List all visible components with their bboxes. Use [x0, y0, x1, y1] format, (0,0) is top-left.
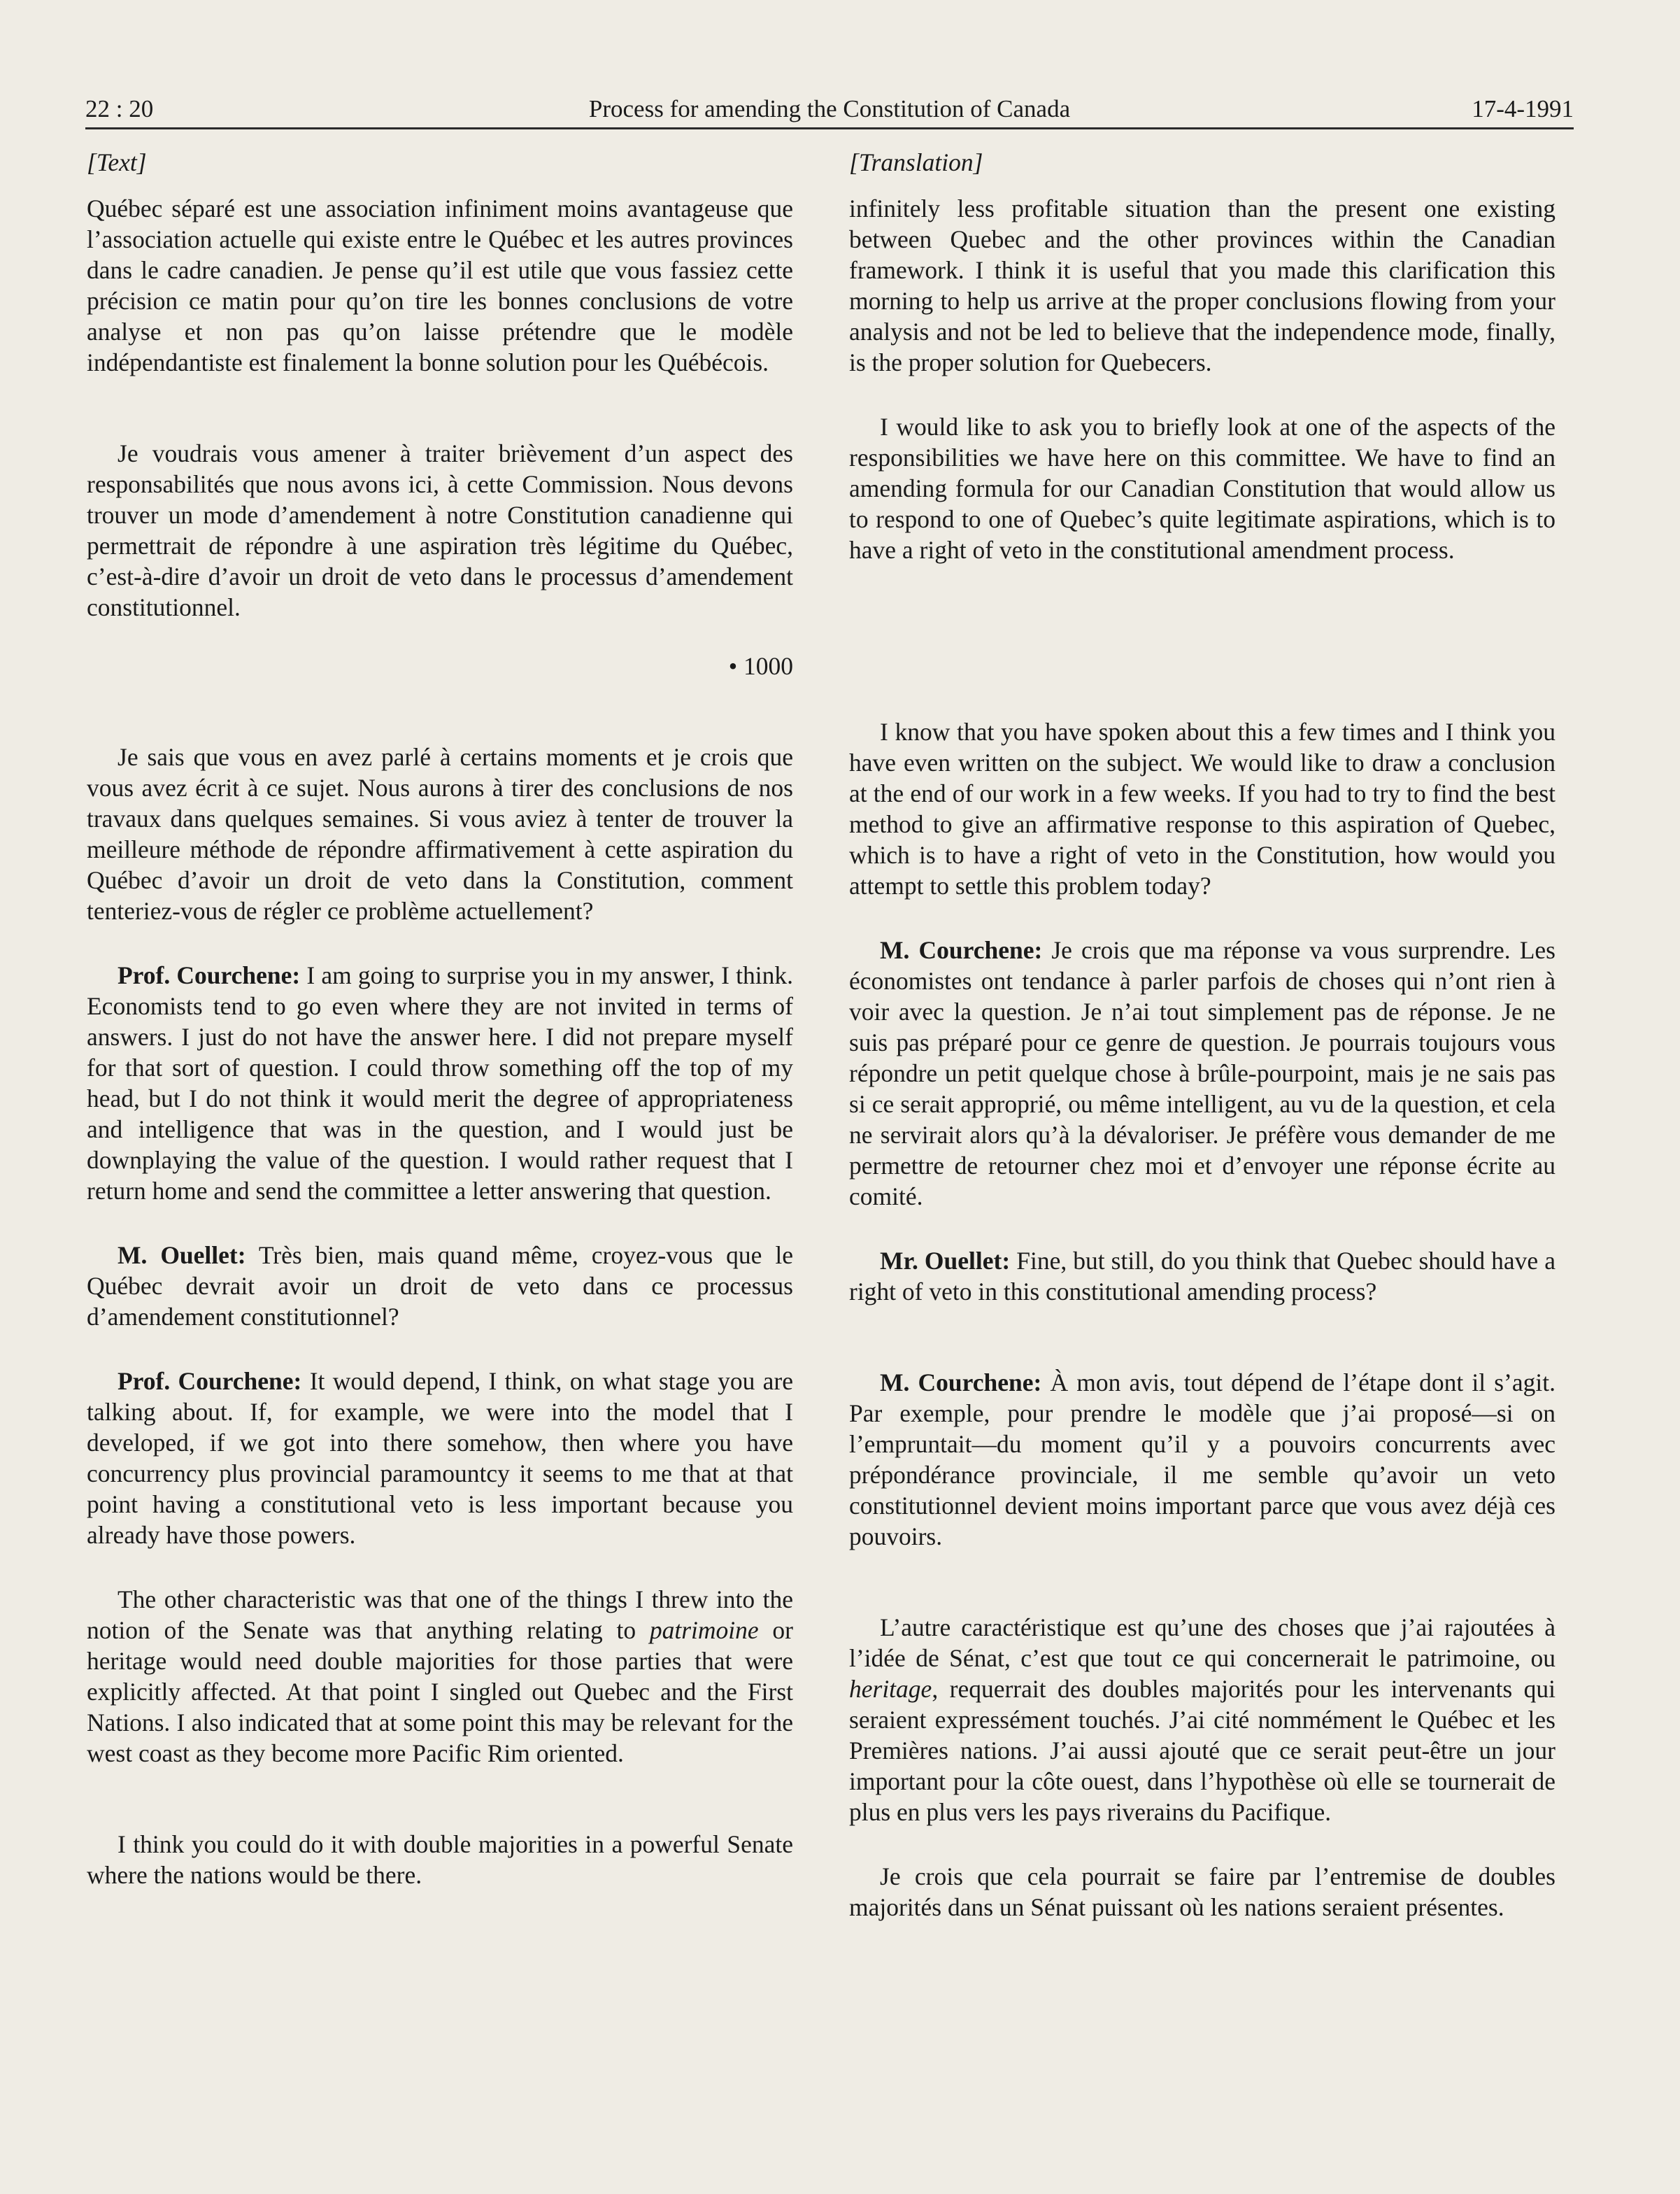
- speaker-name: M. Ouellet:: [118, 1241, 246, 1269]
- paragraph: Prof. Courchene: I am going to surprise you in my answer, I think. Economists tend to go even where they are not invited in terms of answers. I just do not have the answer here. I did not prepare myself for that sort of question. I could throw something off the top of my head, but I do not think it would merit the degree of appropriateness and intelligence that was in the question, and I would just be downplaying the value of the question. I would rather request that I return home and send the committee a letter answering that question.: [87, 961, 794, 1205]
- speaker-name: Prof. Courchene:: [118, 1367, 302, 1395]
- left-column-original: [87, 147, 793, 2106]
- paragraph: infinitely less profitable situation than the present one existing between Quebec and the other provinces within the Canadian framework. I think it is useful that you made this clarification this morning to help us arrive at the proper conclusions flowing from your analysis and not be led to believe that the independence mode, finally, is the proper solution for Quebecers.: [849, 194, 1556, 376]
- paragraph: Je crois que cela pourrait se faire par l’entremise de doubles majorités dans un Sénat puissant où les nations seraient présentes.: [849, 1862, 1556, 1921]
- document-title: Process for amending the Constitution of Canada: [588, 95, 1071, 122]
- italic-term: heritage: [849, 1675, 932, 1703]
- paragraph: M. Ouellet: Très bien, mais quand même, croyez-vous que le Québec devrait avoir un droit de veto dans ce processus d’amendement constitutionnel?: [87, 1241, 793, 1331]
- column-tag: [Translation]: [849, 148, 983, 176]
- speaker-name: Prof. Courchene:: [118, 961, 301, 989]
- paragraph: Je sais que vous en avez parlé à certains moments et je crois que vous avez écrit à ce sujet. Nous aurons à tirer des conclusions de nos travaux dans quelques semaines. Si vous aviez à tenter de trouver la meilleure méthode de répondre affirmativement à cette aspiration du Québec d’avoir un droit de veto dans la Constitution, comment tenteriez-vous de régler ce problème actuellement?: [87, 743, 793, 925]
- paragraph: M. Courchene: Je crois que ma réponse va vous surprendre. Les économistes ont tendance à parler parfois de choses qui n’ont rien à voir avec la question. Je n’ai tout simplement pas de réponse. Je ne suis pas préparé pour ce genre de question. Je pourrais toujours vous répondre un petit quelque chose à brûle-pourpoint, mais je ne sais pas si ce serait approprié, ou même intelligent, au vu de la question, et cela ne servirait alors qu’à la dévaloriser. Je préfère vous demander de me permettre de retourner chez moi et d’envoyer une réponse écrite au comité.: [849, 936, 1556, 1210]
- speaker-name: Mr. Ouellet:: [880, 1247, 1011, 1275]
- italic-term: patrimoine: [649, 1616, 759, 1644]
- paragraph: Je voudrais vous amener à traiter brièvement d’un aspect des responsabilités que nous avons ici, à cette Commission. Nous devons trouver un mode d’amendement à notre Constitution canadienne qui permettrait de répondre à une aspiration très légitime du Québec, c’est-à-dire d’avoir un droit de veto dans le processus d’amendement constitutionnel.: [87, 439, 793, 621]
- paragraph: I would like to ask you to briefly look at one of the aspects of the responsibilities we have here on this committee. We have to find an amending formula for our Canadian Constitution that would allow us to respond to one of Quebec’s quite legitimate aspirations, which is to have a right of veto in the constitutional amendment process.: [849, 413, 1556, 564]
- column-tag: [Text]: [87, 148, 147, 176]
- sitting-date: 17-4-1991: [1472, 95, 1574, 122]
- column-tag-label: Translation: [858, 148, 974, 176]
- paragraph: The other characteristic was that one of the things I threw into the notion of the Senate was that anything relating to patrimoine or heritage would need double majorities for those parties that were explicitly affected. At that point I singled out Quebec and the First Nations. I also indicated that at some point this may be relevant for the west coast as they become more Pacific Rim oriented.: [87, 1585, 793, 1767]
- running-header: [85, 85, 1574, 129]
- right-column-translation: [849, 147, 1556, 2106]
- speaker-name: M. Courchene:: [880, 1368, 1042, 1396]
- column-tag-label: Text: [96, 148, 137, 176]
- paragraph: I know that you have spoken about this a few times and I think you have even written on the subject. We would like to draw a conclusion at the end of our work in a few weeks. If you had to try to find the best method to give an affirmative response to this aspiration of Quebec, which is to have a right of veto in the Constitution, how would you attempt to settle this problem today?: [849, 718, 1556, 900]
- paragraph: Québec séparé est une association infiniment moins avantageuse que l’association actuelle qui existe entre le Québec et les autres provinces dans le cadre canadien. Je pense qu’il est utile que vous fassiez cette précision ce matin pour qu’on tire les bonnes conclusions de votre analyse et non pas qu’on laisse prétendre que le modèle indépendantiste est finalement la bonne solution pour les Québécois.: [87, 194, 793, 376]
- speaker-name: M. Courchene:: [880, 936, 1043, 964]
- paragraph: L’autre caractéristique est qu’une des choses que j’ai rajoutées à l’idée de Sénat, c’est que tout ce qui concernerait le patrimoine, ou heritage, requerrait des doubles majorités pour les intervenants qui seraient expressément touchés. J’ai cité nommément le Québec et les Premières nations. J’ai aussi ajouté que ce serait peut-être un jour important pour la côte ouest, dans l’hypothèse où elle se tournerait de plus en plus vers les pays riverains du Pacifique.: [849, 1613, 1556, 1826]
- paragraph: M. Courchene: À mon avis, tout dépend de l’étape dont il s’agit. Par exemple, pour prendre le modèle que j’ai proposé—si on l’empruntait—du moment qu’il y a pouvoirs concurrents avec prépondérance provinciale, il me semble qu’avoir un veto constitutionnel devient moins important parce que vous avez déjà ces pouvoirs.: [849, 1368, 1556, 1550]
- paragraph: Prof. Courchene: It would depend, I think, on what stage you are talking about. If, for example, we were into the model that I developed, if we got into there somehow, then where you have concurrency plus provincial paramountcy it seems to me that at that point having a constitutional veto is less important because you already have those powers.: [87, 1367, 794, 1549]
- time-marker: • 1000: [728, 652, 793, 680]
- paragraph: I think you could do it with double majorities in a powerful Senate where the nations would be there.: [87, 1830, 793, 1889]
- page-reference: 22 : 20: [85, 95, 154, 122]
- paragraph: Mr. Ouellet: Fine, but still, do you think that Quebec should have a right of veto in this constitutional amending process?: [849, 1247, 1556, 1305]
